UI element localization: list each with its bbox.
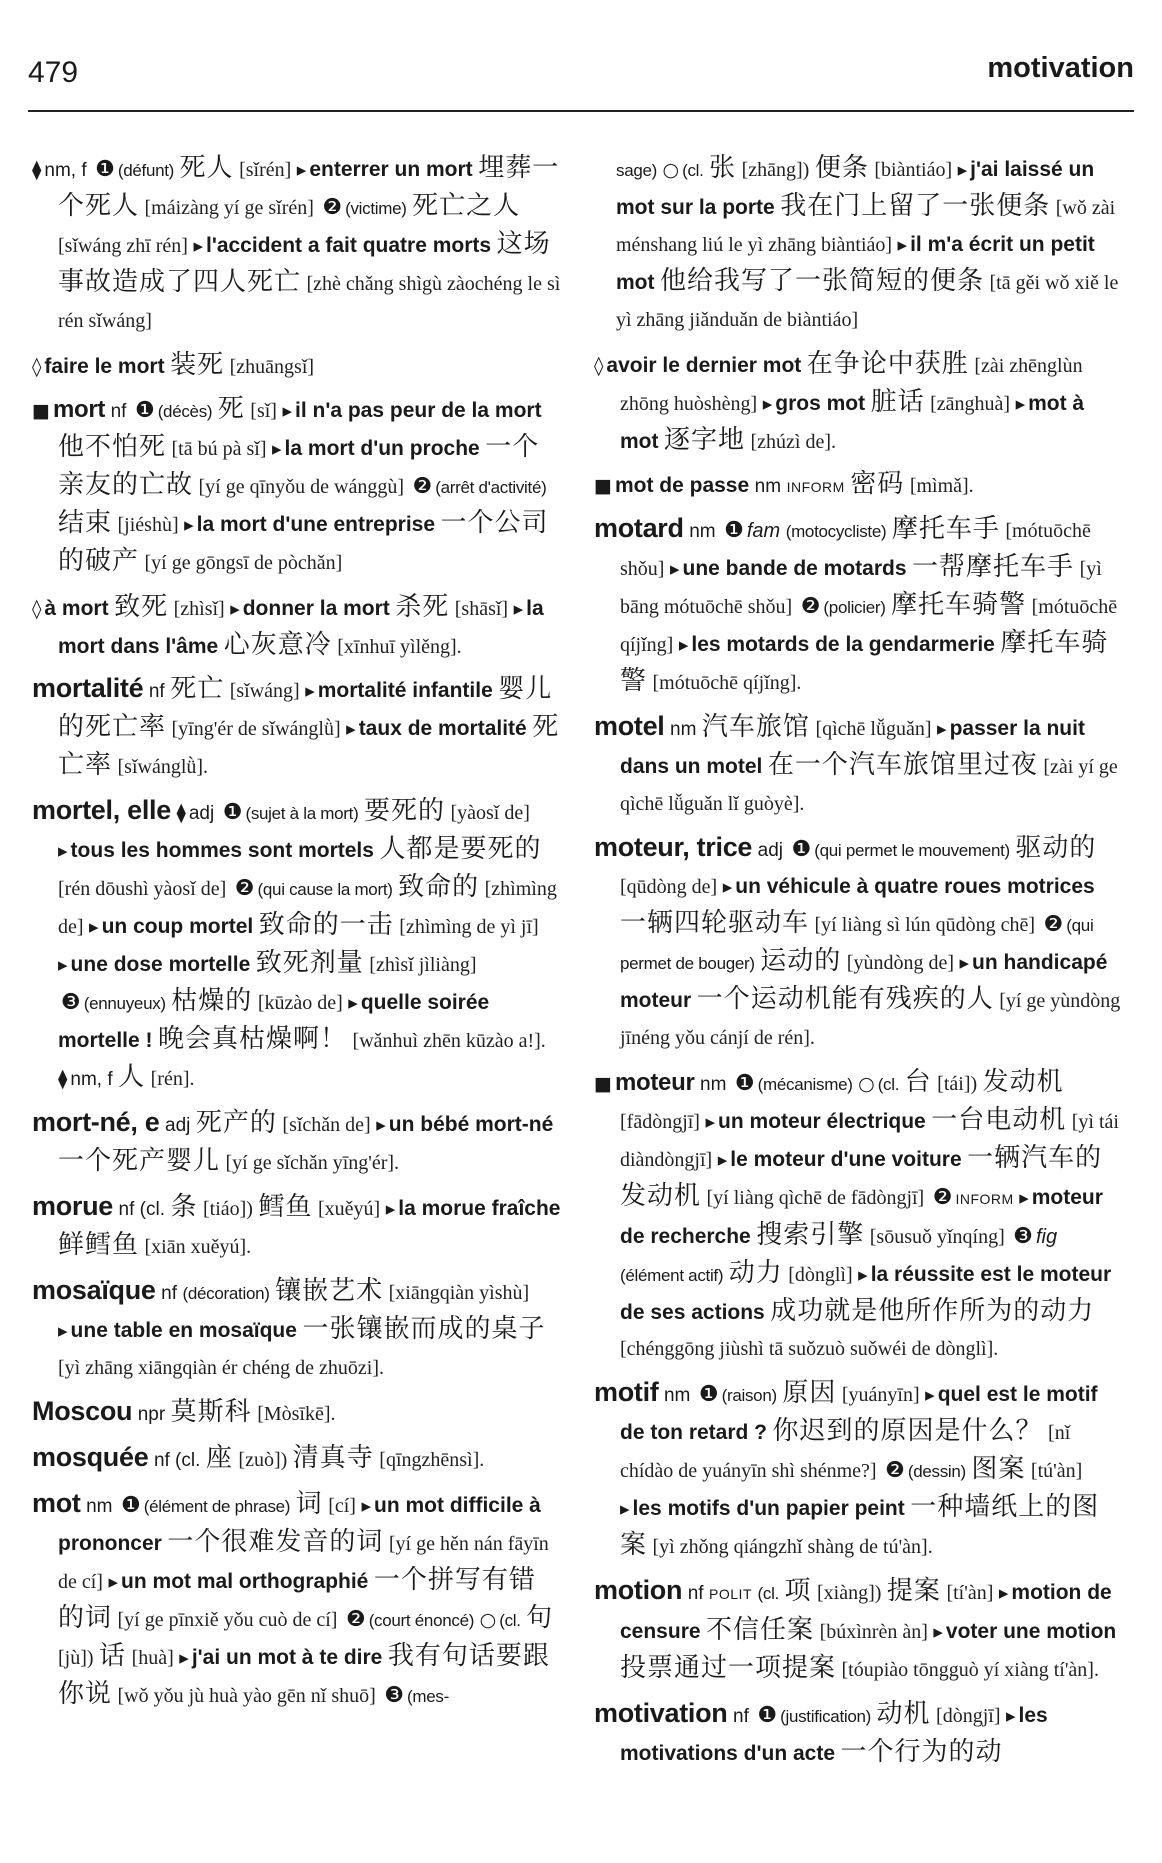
headword: mortel, elle	[32, 795, 171, 825]
page-header	[28, 50, 1134, 112]
headword: moteur, trice	[594, 832, 753, 862]
entry-mortalite: mortalité nf 死亡 [sǐwáng] ▸ mortalité infantile 婴儿的死亡率 [yīng'ér de sǐwánglǜ] ▸ taux de mortalité 死亡率 [sǐwánglǜ].	[32, 673, 560, 779]
headword: motif	[594, 1377, 659, 1407]
entry-mort-nf: ■ mort nf ❶ (décès) 死 [sǐ] ▸ il n'a pas peur de la mort 他不怕死 [tā bú pà sǐ] ▸ la mort d'un proche 一个亲友的亡故 [yí ge qīnyǒu de wánggù] ❷ (arrêt d'activité) 结束 [jiéshù] ▸ la mort d'une entreprise 一个公司的破产 [yí ge gōngsī de pòchǎn]	[32, 394, 549, 575]
headword: motion	[594, 1575, 683, 1605]
idiom-faire-le-mort: ◊ faire le mort 装死 [zhuāngsǐ]	[32, 350, 315, 379]
arrow-symbol: ▸	[296, 159, 307, 181]
headword: mortalité	[32, 673, 144, 703]
headword: mort-né, e	[32, 1107, 160, 1137]
sense-number-1: ❶	[95, 157, 115, 182]
entry-mortel: mortel, elle ⧫ adj ❶ (sujet à la mort) 要死的 [yàosǐ de] ▸ tous les hommes sont mortels 人都是要死的 [rén dōushì yàosǐ de] ❷ (qui cause la mort) 致命的 [zhìmìng de] ▸ un coup mortel 致命的一击 [zhìmìng de yì jī] ▸ une dose mortelle 致死剂量 [zhìsǐ jìliàng] ❸ (ennuyeux) 枯燥的 [kūzào de] ▸ quelle soirée mortelle ! 晚会真枯燥啊！ [wǎnhuì zhēn kūzào a!]. ⧫ nm, f 人 [rén].	[32, 795, 557, 1091]
right-column	[594, 150, 1124, 1850]
headword: moteur	[614, 1069, 695, 1096]
diamond-symbol: ⧫	[32, 159, 42, 181]
entry-motel: motel nm 汽车旅馆 [qìchē lǚguǎn] ▸ passer la nuit dans un motel 在一个汽车旅馆里过夜 [zài yí ge qìchē lǚguǎn lǐ guòyè].	[594, 711, 1118, 815]
idiom-a-mort: ◊ à mort 致死 [zhìsǐ] ▸ donner la mort 杀死 [shāsǐ] ▸ la mort dans l'âme 心灰意冷 [xīnhuī yìlěng].	[32, 592, 544, 659]
headword: Moscou	[32, 1396, 133, 1426]
headword: mot	[32, 1488, 81, 1518]
entry-moteur-adj: moteur, trice adj ❶ (qui permet le mouvement) 驱动的 [qūdòng de] ▸ un véhicule à quatre roues motrices 一辆四轮驱动车 [yí liàng sì lún qūdòng chē] ❷ (qui permet de bouger) 运动的 [yùndòng de] ▸ un handicapé moteur 一个运动机能有残疾的人 [yí ge yùndòng jīnéng yǒu cánjí de rén].	[594, 832, 1121, 1049]
page-number: 479	[28, 56, 79, 89]
lozenge-symbol: ◊	[32, 356, 42, 378]
entry-motard: motard nm ❶ fam (motocycliste) 摩托车手 [mótuōchē shǒu] ▸ une bande de motards 一帮摩托车手 [yì bāng mótuōchē shǒu] ❷ (policier) 摩托车骑警 [mótuōchē qíjǐng] ▸ les motards de la gendarmerie 摩托车骑警 [mótuōchē qíjǐng].	[594, 513, 1118, 695]
entry-mot: mot nm ❶ (élément de phrase) 词 [cí] ▸ un mot difficile à prononcer 一个很难发音的词 [yí ge hěn nán fāyīn de cí] ▸ un mot mal orthographié 一个拼写有错的词 [yí ge pīnxiě yǒu cuò de cí] ❷ (court énoncé) ○ (cl. 句 [jù]) 话 [huà] ▸ j'ai un mot à te dire 我有句话要跟你说 [wǒ yǒu jù huà yào gēn nǐ shuō] ❸ (mes-	[32, 1488, 554, 1708]
headword: motivation	[594, 1698, 728, 1728]
square-symbol: ■	[32, 400, 50, 422]
entry-mot-continued: sage) ○ (cl. 张 [zhāng]) 便条 [biàntiáo] ▸ j'ai laissé un mot sur la porte 我在门上留了一张便条 [wǒ zài ménshang liú le yì zhāng biàntiáo] ▸ il m'a écrit un petit mot 他给我写了一张简短的便条 [tā gěi wǒ xiě le yì zhāng jiǎnduǎn de biàntiáo]	[616, 153, 1119, 331]
headword: mosquée	[32, 1442, 149, 1472]
entry-motivation: motivation nf ❶ (justification) 动机 [dòngjī] ▸ les motivations d'un acte 一个行为的动	[594, 1698, 1048, 1766]
entry-motif: motif nm ❶ (raison) 原因 [yuányīn] ▸ quel est le motif de ton retard ? 你迟到的原因是什么？ [nǐ chídào de yuányīn shì shénme?] ❷ (dessin) 图案 [tú'àn] ▸ les motifs d'un papier peint 一种墙纸上的图案 [yì zhǒng qiángzhǐ shàng de tú'àn].	[594, 1377, 1100, 1559]
entry-morue: morue nf (cl. 条 [tiáo]) 鳕鱼 [xuěyú] ▸ la morue fraîche 鲜鳕鱼 [xiān xuěyú].	[32, 1191, 561, 1259]
entry-moteur-nm: ■ moteur nm ❶ (mécanisme) ○ (cl. 台 [tái]) 发动机 [fādòngjī] ▸ un moteur électrique 一台电动机 [yì tái diàndòngjī] ▸ le moteur d'une voiture 一辆汽车的发动机 [yí liàng qìchē de fādòngjī] ❷ INFORM ▸ moteur de recherche 搜索引擎 [sōusuǒ yǐnqíng] ❸ fig (élément actif) 动力 [dònglì] ▸ la réussite est le moteur de ses actions 成功就是他所作所为的动力 [chénggōng jiùshì tā suǒzuò suǒwéi de dònglì].	[594, 1067, 1119, 1360]
arrow-symbol: ▸	[193, 235, 203, 257]
headword: motel	[594, 711, 665, 741]
page-guideword: motivation	[987, 52, 1134, 84]
entry-mosaique: mosaïque nf (décoration) 镶嵌艺术 [xiāngqiàn yìshù] ▸ une table en mosaïque 一张镶嵌而成的桌子 [yì zhāng xiāngqiàn ér chéng de zhuōzi].	[32, 1275, 546, 1379]
entry-motion: motion nf POLIT (cl. 项 [xiàng]) 提案 [tí'àn] ▸ motion de censure 不信任案 [búxìnrèn àn] ▸ voter une motion 投票通过一项提案 [tóupiào tōngguò yí xiàng tí'àn].	[594, 1575, 1117, 1682]
headword: mort	[52, 396, 106, 423]
headword: morue	[32, 1191, 114, 1221]
headword: mosaïque	[32, 1275, 156, 1305]
idiom-mot-de-passe: ■ mot de passe nm INFORM 密码 [mìmǎ].	[594, 469, 974, 498]
circle-symbol: ○	[479, 1609, 497, 1631]
entry-moscou: Moscou npr 莫斯科 [Mòsīkē].	[32, 1396, 336, 1426]
entry-mosquee: mosquée nf (cl. 座 [zuò]) 清真寺 [qīngzhēnsì].	[32, 1442, 485, 1472]
idiom-avoir-le-dernier-mot: ◊ avoir le dernier mot 在争论中获胜 [zài zhēnglùn zhōng huòshèng] ▸ gros mot 脏话 [zānghuà] ▸ mot à mot 逐字地 [zhúzì de].	[594, 349, 1085, 454]
left-column	[32, 150, 562, 1850]
entry-mort-ne: mort-né, e adj 死产的 [sǐchǎn de] ▸ un bébé mort-né 一个死产婴儿 [yí ge sǐchǎn yīng'ér].	[32, 1107, 554, 1175]
headword: motard	[594, 513, 684, 543]
entry-mort-nm: ⧫ nm, f ❶ (défunt) 死人 [sǐrén] ▸ enterrer un mort 埋葬一个死人 [máizàng yí ge sǐrén] ❷ (victime) 死亡之人 [sǐwáng zhī rén] ▸ l'accident a fait quatre morts 这场事故造成了四人死亡 [zhè chǎng shìgù zàochéng le sì rén sǐwáng]	[32, 153, 561, 332]
sense-number-2: ❷	[322, 195, 343, 220]
